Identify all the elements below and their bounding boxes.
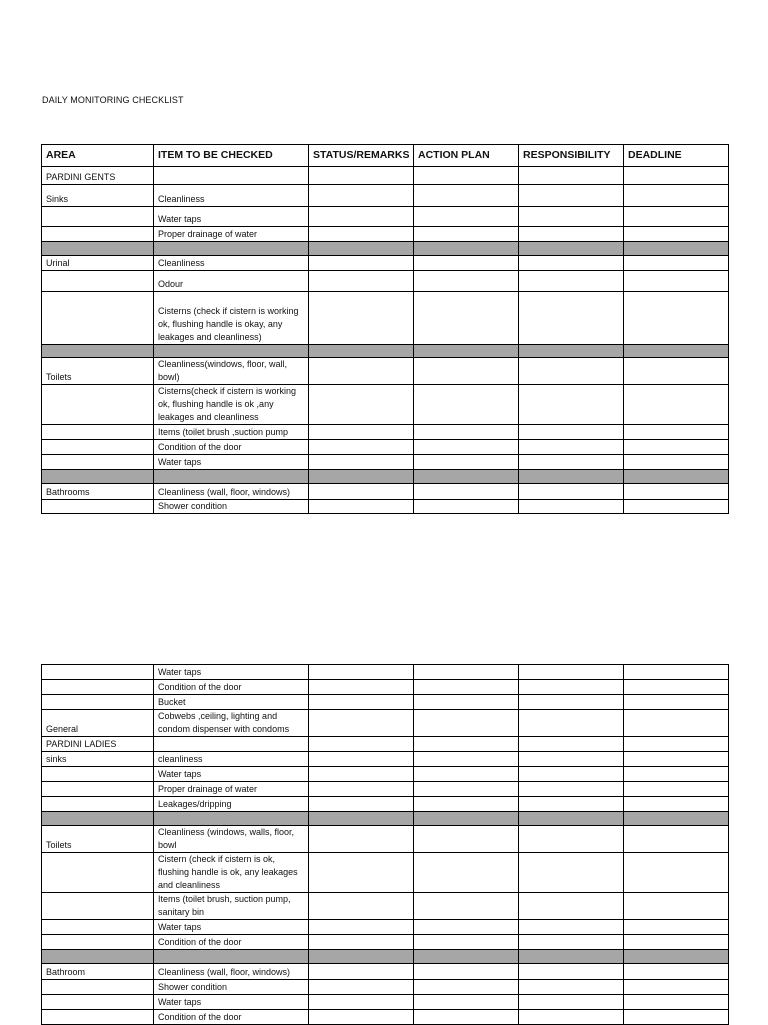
document-title: DAILY MONITORING CHECKLIST [42, 95, 184, 105]
item-cell [154, 737, 309, 752]
header-deadline: DEADLINE [624, 145, 729, 167]
header-item-to-be-checked: ITEM TO BE CHECKED [154, 145, 309, 167]
item-cell: Condition of the door [154, 1010, 309, 1025]
area-cell [42, 853, 154, 893]
area-cell [42, 425, 154, 440]
checklist-table-page-2 [41, 664, 729, 1025]
item-cell: Condition of the door [154, 935, 309, 950]
status-remarks-cell[interactable] [309, 695, 414, 710]
table-row [42, 680, 729, 695]
responsibility-cell[interactable] [519, 920, 624, 935]
area-cell [42, 767, 154, 782]
area-cell [42, 385, 154, 425]
deadline-cell[interactable] [624, 752, 729, 767]
area-cell [42, 920, 154, 935]
area-cell [42, 797, 154, 812]
status-remarks-cell[interactable] [309, 1010, 414, 1025]
deadline-cell[interactable] [624, 425, 729, 440]
table-row [42, 797, 729, 812]
action-plan-cell[interactable] [414, 695, 519, 710]
status-remarks-cell[interactable] [309, 271, 414, 292]
header-responsibility: RESPONSIBILITY [519, 145, 624, 167]
action-plan-cell[interactable] [414, 271, 519, 292]
responsibility-cell[interactable] [519, 500, 624, 514]
status-remarks-cell[interactable] [309, 358, 414, 385]
area-cell [42, 1010, 154, 1025]
deadline-cell[interactable] [624, 484, 729, 500]
area-cell [42, 695, 154, 710]
deadline-cell[interactable] [624, 271, 729, 292]
header-status-remarks: STATUS/REMARKS [309, 145, 414, 167]
action-plan-cell[interactable] [414, 256, 519, 271]
deadline-cell[interactable] [624, 167, 729, 185]
table-row [42, 385, 729, 425]
deadline-cell[interactable] [624, 710, 729, 737]
deadline-cell[interactable] [624, 500, 729, 514]
area-cell [42, 665, 154, 680]
separator-row [42, 242, 729, 256]
status-remarks-cell[interactable] [309, 767, 414, 782]
area-cell [42, 995, 154, 1010]
status-remarks-cell[interactable] [309, 680, 414, 695]
table-row [42, 484, 729, 500]
item-cell: Cleanliness [154, 185, 309, 207]
responsibility-cell[interactable] [519, 440, 624, 455]
item-cell: Cleanliness (windows, walls, floor, bowl [154, 826, 309, 853]
status-remarks-cell[interactable] [309, 227, 414, 242]
table-row [42, 995, 729, 1010]
action-plan-cell[interactable] [414, 826, 519, 853]
item-cell: Water taps [154, 995, 309, 1010]
table-row [42, 767, 729, 782]
deadline-cell[interactable] [624, 455, 729, 470]
table-row [42, 425, 729, 440]
item-cell: Cistern (check if cistern is ok, flushing handle is ok, any leakages and cleanliness [154, 853, 309, 893]
responsibility-cell[interactable] [519, 425, 624, 440]
action-plan-cell[interactable] [414, 385, 519, 425]
item-cell: Proper drainage of water [154, 227, 309, 242]
status-remarks-cell[interactable] [309, 797, 414, 812]
table-row [42, 185, 729, 207]
table-row [42, 752, 729, 767]
status-remarks-cell[interactable] [309, 500, 414, 514]
status-remarks-cell[interactable] [309, 207, 414, 227]
deadline-cell[interactable] [624, 995, 729, 1010]
table-row [42, 207, 729, 227]
deadline-cell[interactable] [624, 935, 729, 950]
table-row [42, 167, 729, 185]
status-remarks-cell[interactable] [309, 737, 414, 752]
responsibility-cell[interactable] [519, 455, 624, 470]
area-cell [42, 227, 154, 242]
action-plan-cell[interactable] [414, 797, 519, 812]
item-cell: Shower condition [154, 980, 309, 995]
area-cell [42, 893, 154, 920]
area-cell: General [42, 710, 154, 737]
deadline-cell[interactable] [624, 737, 729, 752]
action-plan-cell[interactable] [414, 455, 519, 470]
separator-row [42, 950, 729, 964]
area-cell [42, 271, 154, 292]
action-plan-cell[interactable] [414, 227, 519, 242]
area-cell: Toilets [42, 358, 154, 385]
status-remarks-cell[interactable] [309, 826, 414, 853]
table-row [42, 1010, 729, 1025]
action-plan-cell[interactable] [414, 500, 519, 514]
action-plan-cell[interactable] [414, 893, 519, 920]
area-cell: Bathroom [42, 964, 154, 980]
status-remarks-cell[interactable] [309, 425, 414, 440]
area-cell: Sinks [42, 185, 154, 207]
status-remarks-cell[interactable] [309, 665, 414, 680]
action-plan-cell[interactable] [414, 167, 519, 185]
deadline-cell[interactable] [624, 665, 729, 680]
table-row [42, 358, 729, 385]
item-cell: Water taps [154, 455, 309, 470]
table-row [42, 853, 729, 893]
item-cell: Cleanliness (wall, floor, windows) [154, 964, 309, 980]
table-row [42, 500, 729, 514]
status-remarks-cell[interactable] [309, 385, 414, 425]
area-cell [42, 782, 154, 797]
table-row [42, 665, 729, 680]
deadline-cell[interactable] [624, 207, 729, 227]
area-cell: Bathrooms [42, 484, 154, 500]
table-row [42, 455, 729, 470]
area-cell [42, 500, 154, 514]
table-row [42, 227, 729, 242]
responsibility-cell[interactable] [519, 292, 624, 345]
table-row [42, 826, 729, 853]
item-cell: Cisterns (check if cistern is working ok, flushing handle is okay, any leakages and cleanliness) [154, 292, 309, 345]
table-row [42, 440, 729, 455]
action-plan-cell[interactable] [414, 767, 519, 782]
item-cell: Condition of the door [154, 440, 309, 455]
action-plan-cell[interactable] [414, 920, 519, 935]
deadline-cell[interactable] [624, 853, 729, 893]
status-remarks-cell[interactable] [309, 964, 414, 980]
action-plan-cell[interactable] [414, 710, 519, 737]
responsibility-cell[interactable] [519, 185, 624, 207]
status-remarks-cell[interactable] [309, 920, 414, 935]
deadline-cell[interactable] [624, 767, 729, 782]
status-remarks-cell[interactable] [309, 980, 414, 995]
item-cell: Water taps [154, 665, 309, 680]
status-remarks-cell[interactable] [309, 710, 414, 737]
status-remarks-cell[interactable] [309, 185, 414, 207]
action-plan-cell[interactable] [414, 440, 519, 455]
table-row [42, 710, 729, 737]
status-remarks-cell[interactable] [309, 782, 414, 797]
item-cell: Shower condition [154, 500, 309, 514]
responsibility-cell[interactable] [519, 385, 624, 425]
responsibility-cell[interactable] [519, 167, 624, 185]
responsibility-cell[interactable] [519, 271, 624, 292]
deadline-cell[interactable] [624, 185, 729, 207]
action-plan-cell[interactable] [414, 484, 519, 500]
responsibility-cell[interactable] [519, 853, 624, 893]
action-plan-cell[interactable] [414, 995, 519, 1010]
deadline-cell[interactable] [624, 826, 729, 853]
responsibility-cell[interactable] [519, 207, 624, 227]
table-row [42, 920, 729, 935]
responsibility-cell[interactable] [519, 964, 624, 980]
status-remarks-cell[interactable] [309, 752, 414, 767]
table-row [42, 980, 729, 995]
status-remarks-cell[interactable] [309, 292, 414, 345]
status-remarks-cell[interactable] [309, 167, 414, 185]
area-cell [42, 292, 154, 345]
area-cell: sinks [42, 752, 154, 767]
item-cell: Water taps [154, 767, 309, 782]
action-plan-cell[interactable] [414, 752, 519, 767]
responsibility-cell[interactable] [519, 980, 624, 995]
table-row [42, 964, 729, 980]
deadline-cell[interactable] [624, 1010, 729, 1025]
area-cell: Toilets [42, 826, 154, 853]
table-row [42, 782, 729, 797]
area-cell [42, 680, 154, 695]
responsibility-cell[interactable] [519, 227, 624, 242]
deadline-cell[interactable] [624, 227, 729, 242]
status-remarks-cell[interactable] [309, 440, 414, 455]
responsibility-cell[interactable] [519, 695, 624, 710]
responsibility-cell[interactable] [519, 737, 624, 752]
status-remarks-cell[interactable] [309, 995, 414, 1010]
action-plan-cell[interactable] [414, 292, 519, 345]
item-cell: Odour [154, 271, 309, 292]
separator-row [42, 812, 729, 826]
action-plan-cell[interactable] [414, 1010, 519, 1025]
action-plan-cell[interactable] [414, 358, 519, 385]
responsibility-cell[interactable] [519, 256, 624, 271]
deadline-cell[interactable] [624, 920, 729, 935]
status-remarks-cell[interactable] [309, 935, 414, 950]
responsibility-cell[interactable] [519, 665, 624, 680]
item-cell: Cisterns(check if cistern is working ok, flushing handle is ok ,any leakages and cleanliness [154, 385, 309, 425]
action-plan-cell[interactable] [414, 853, 519, 893]
item-cell: Items (toilet brush ,suction pump [154, 425, 309, 440]
table-header-row [42, 145, 729, 167]
deadline-cell[interactable] [624, 256, 729, 271]
table-row [42, 695, 729, 710]
action-plan-cell[interactable] [414, 680, 519, 695]
item-cell: Cleanliness (wall, floor, windows) [154, 484, 309, 500]
action-plan-cell[interactable] [414, 980, 519, 995]
deadline-cell[interactable] [624, 782, 729, 797]
responsibility-cell[interactable] [519, 935, 624, 950]
responsibility-cell[interactable] [519, 893, 624, 920]
deadline-cell[interactable] [624, 893, 729, 920]
table-row [42, 292, 729, 345]
deadline-cell[interactable] [624, 964, 729, 980]
action-plan-cell[interactable] [414, 782, 519, 797]
deadline-cell[interactable] [624, 680, 729, 695]
responsibility-cell[interactable] [519, 752, 624, 767]
responsibility-cell[interactable] [519, 767, 624, 782]
item-cell: Bucket [154, 695, 309, 710]
separator-row [42, 470, 729, 484]
area-cell [42, 935, 154, 950]
status-remarks-cell[interactable] [309, 455, 414, 470]
table-row [42, 737, 729, 752]
area-cell [42, 207, 154, 227]
item-cell: Proper drainage of water [154, 782, 309, 797]
separator-row [42, 345, 729, 358]
action-plan-cell[interactable] [414, 935, 519, 950]
responsibility-cell[interactable] [519, 995, 624, 1010]
responsibility-cell[interactable] [519, 484, 624, 500]
action-plan-cell[interactable] [414, 185, 519, 207]
item-cell: Water taps [154, 207, 309, 227]
status-remarks-cell[interactable] [309, 893, 414, 920]
deadline-cell[interactable] [624, 797, 729, 812]
action-plan-cell[interactable] [414, 737, 519, 752]
item-cell: Leakages/dripping [154, 797, 309, 812]
deadline-cell[interactable] [624, 385, 729, 425]
status-remarks-cell[interactable] [309, 484, 414, 500]
checklist-table-page-1 [41, 144, 729, 514]
deadline-cell[interactable] [624, 358, 729, 385]
item-cell: Condition of the door [154, 680, 309, 695]
item-cell [154, 167, 309, 185]
status-remarks-cell[interactable] [309, 256, 414, 271]
table-row [42, 256, 729, 271]
deadline-cell[interactable] [624, 695, 729, 710]
table-row [42, 935, 729, 950]
item-cell: Items (toilet brush, suction pump, sanitary bin [154, 893, 309, 920]
responsibility-cell[interactable] [519, 797, 624, 812]
action-plan-cell[interactable] [414, 425, 519, 440]
responsibility-cell[interactable] [519, 710, 624, 737]
deadline-cell[interactable] [624, 980, 729, 995]
action-plan-cell[interactable] [414, 964, 519, 980]
deadline-cell[interactable] [624, 292, 729, 345]
responsibility-cell[interactable] [519, 358, 624, 385]
item-cell: Cobwebs ,ceiling, lighting and condom dispenser with condoms [154, 710, 309, 737]
responsibility-cell[interactable] [519, 782, 624, 797]
action-plan-cell[interactable] [414, 665, 519, 680]
table-row [42, 893, 729, 920]
status-remarks-cell[interactable] [309, 853, 414, 893]
responsibility-cell[interactable] [519, 680, 624, 695]
area-cell: Urinal [42, 256, 154, 271]
area-cell: PARDINI GENTS [42, 167, 154, 185]
responsibility-cell[interactable] [519, 826, 624, 853]
action-plan-cell[interactable] [414, 207, 519, 227]
header-area: AREA [42, 145, 154, 167]
item-cell: Water taps [154, 920, 309, 935]
item-cell: cleanliness [154, 752, 309, 767]
header-action-plan: ACTION PLAN [414, 145, 519, 167]
responsibility-cell[interactable] [519, 1010, 624, 1025]
deadline-cell[interactable] [624, 440, 729, 455]
area-cell [42, 455, 154, 470]
area-cell [42, 440, 154, 455]
item-cell: Cleanliness [154, 256, 309, 271]
area-cell: PARDINI LADIES [42, 737, 154, 752]
item-cell: Cleanliness(windows, floor, wall, bowl) [154, 358, 309, 385]
area-cell [42, 980, 154, 995]
table-row [42, 271, 729, 292]
